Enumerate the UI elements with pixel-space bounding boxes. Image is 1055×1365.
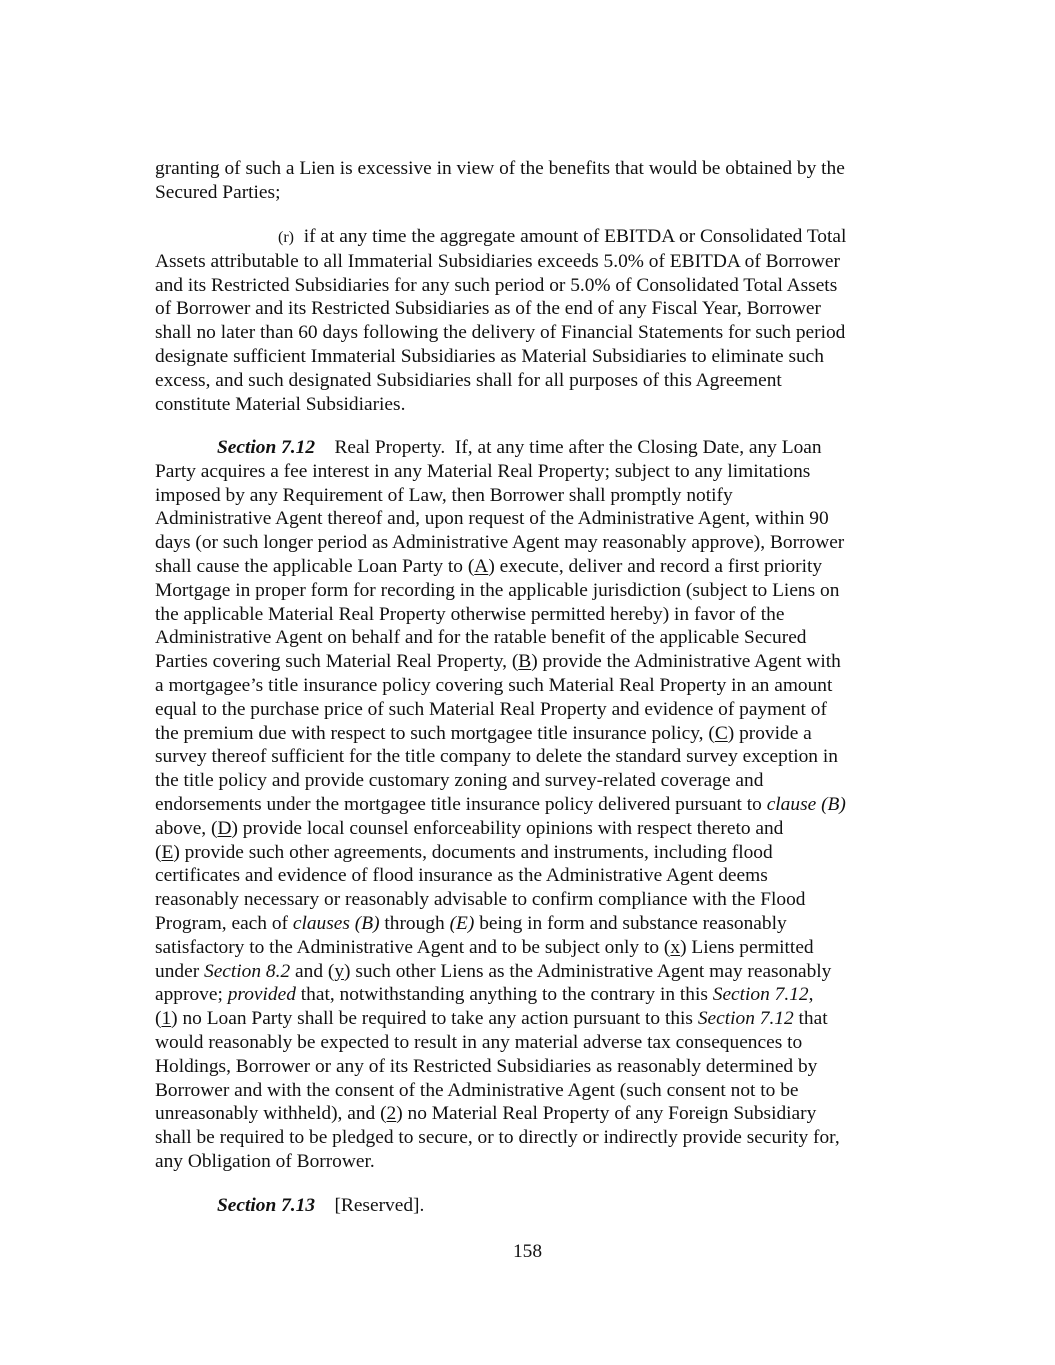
text-line bbox=[155, 1102, 897, 1126]
cross-reference: Section 7.12 bbox=[697, 1008, 794, 1030]
text-line: shall be required to be pledged to secure, or to directly or indirectly provide security for, bbox=[155, 1127, 840, 1149]
text-run: ) provide such other agreements, documents and instruments, including flood bbox=[173, 841, 773, 863]
text-run: ( bbox=[155, 1008, 162, 1030]
text-line: imposed by any Requirement of Law, then Borrower shall promptly notify bbox=[155, 484, 733, 506]
list-marker: 1 bbox=[161, 1008, 172, 1030]
text-line bbox=[155, 983, 897, 1007]
text-line: shall no later than 60 days following the delivery of Financial Statements for such period bbox=[155, 322, 846, 344]
text-line bbox=[155, 793, 897, 817]
text-line bbox=[155, 936, 897, 960]
list-marker: x bbox=[670, 936, 681, 958]
text-run: ) no Loan Party shall be required to take any action pursuant to this bbox=[171, 1008, 698, 1030]
cross-reference: Section 7.12 bbox=[712, 984, 809, 1006]
list-marker: B bbox=[518, 651, 532, 673]
clause-label: (r) bbox=[278, 229, 294, 246]
cross-reference: clause (B) bbox=[766, 793, 846, 815]
text-run: being in form and substance reasonably bbox=[474, 912, 787, 934]
section-7-13 bbox=[155, 1194, 897, 1218]
text-run: ) provide local counsel enforceability opinions with respect thereto and bbox=[231, 817, 784, 839]
text-line: Party acquires a fee interest in any Material Real Property; subject to any limitations bbox=[155, 460, 811, 482]
text-run: Program, each of bbox=[155, 912, 293, 934]
cross-reference: Section 8.2 bbox=[204, 960, 291, 982]
list-marker: y bbox=[334, 960, 345, 982]
list-marker: E bbox=[161, 841, 174, 863]
text-run: above, ( bbox=[155, 817, 218, 839]
text-run: ) Liens permitted bbox=[680, 936, 814, 958]
page-number: 158 bbox=[512, 1241, 543, 1262]
text-line: Borrower and with the consent of the Administrative Agent (such consent not to be bbox=[155, 1079, 799, 1101]
text-line bbox=[155, 436, 897, 460]
text-run: ) provide the Administrative Agent with bbox=[531, 651, 841, 673]
text-line bbox=[155, 960, 897, 984]
text-line: Administrative Agent thereof and, upon request of the Administrative Agent, within 90 bbox=[155, 508, 829, 530]
text-line: and its Restricted Subsidiaries for any such period or 5.0% of Consolidated Total Assets bbox=[155, 274, 838, 296]
text-run: through bbox=[379, 912, 450, 934]
text-line bbox=[155, 225, 897, 250]
text-line: days (or such longer period as Administrative Agent may reasonably approve), Borrower bbox=[155, 532, 845, 554]
text-run: the premium due with respect to such mortgagee title insurance policy, ( bbox=[155, 722, 715, 744]
cross-reference: (E) bbox=[449, 912, 475, 934]
text-line: designate sufficient Immaterial Subsidiaries as Material Subsidiaries to eliminate such bbox=[155, 345, 824, 367]
text-run: ) no Material Real Property of any Foreign Subsidiary bbox=[396, 1103, 817, 1125]
text-run: ) execute, deliver and record a first priority bbox=[488, 555, 823, 577]
text-run: ) provide a bbox=[727, 722, 812, 744]
section-heading: Section 7.13 bbox=[217, 1195, 316, 1216]
text-line: reasonably necessary or reasonably advisable to confirm compliance with the Flood bbox=[155, 889, 806, 911]
text-line: of Borrower and its Restricted Subsidiaries as of the end of any Fiscal Year, Borrower bbox=[155, 298, 821, 320]
text-line bbox=[155, 1194, 897, 1218]
text-line: Secured Parties; bbox=[155, 181, 281, 203]
text-line: any Obligation of Borrower. bbox=[155, 1150, 375, 1172]
emphasis: provided bbox=[227, 984, 296, 1006]
text-line: survey thereof sufficient for the title company to delete the standard survey exception in bbox=[155, 746, 838, 768]
paragraph-clause-r bbox=[155, 225, 897, 416]
text-run: unreasonably withheld), and ( bbox=[155, 1103, 387, 1125]
list-marker: D bbox=[217, 817, 232, 839]
section-title: [Reserved]. bbox=[334, 1195, 425, 1216]
text-run: ) such other Liens as the Administrative Agent may reasonably bbox=[344, 960, 832, 982]
cross-reference: clauses (B) bbox=[292, 912, 380, 934]
text-run: Parties covering such Material Real Property, ( bbox=[155, 651, 519, 673]
list-marker: C bbox=[714, 722, 728, 744]
text-run: under bbox=[155, 960, 204, 982]
text-run: , bbox=[808, 984, 814, 1006]
text-line: Holdings, Borrower or any of its Restricted Subsidiaries as reasonably determined by bbox=[155, 1055, 818, 1077]
text-line bbox=[155, 912, 897, 936]
text-line bbox=[155, 555, 897, 579]
text-line: Assets attributable to all Immaterial Subsidiaries exceeds 5.0% of EBITDA of Borrower bbox=[155, 250, 840, 272]
text-line: the title policy and provide customary zoning and survey-related coverage and bbox=[155, 770, 764, 792]
section-text: If, at any time after the Closing Date, any Loan bbox=[454, 437, 822, 458]
text-line: equal to the purchase price of such Material Real Property and evidence of payment of bbox=[155, 698, 827, 720]
text-run: and ( bbox=[290, 960, 335, 982]
text-run: endorsements under the mortgagee title insurance policy delivered pursuant to bbox=[155, 793, 767, 815]
text-line: Administrative Agent on behalf and for the ratable benefit of the applicable Secured bbox=[155, 627, 807, 649]
text-line: certificates and evidence of flood insurance as the Administrative Agent deems bbox=[155, 865, 768, 887]
text-line bbox=[155, 722, 897, 746]
paragraph-continuation bbox=[155, 157, 897, 205]
list-marker: 2 bbox=[386, 1103, 397, 1125]
text-run: approve; bbox=[155, 984, 228, 1006]
text-run: ( bbox=[155, 841, 162, 863]
section-7-12 bbox=[155, 436, 897, 1174]
text-run: satisfactory to the Administrative Agent and to be subject only to ( bbox=[155, 936, 671, 958]
section-title: Real Property. bbox=[334, 437, 446, 458]
text-run: shall cause the applicable Loan Party to ( bbox=[155, 555, 475, 577]
section-heading: Section 7.12 bbox=[217, 437, 316, 458]
text-line bbox=[155, 1007, 897, 1031]
text-line: a mortgagee’s title insurance policy covering such Material Real Property in an amount bbox=[155, 674, 833, 696]
text-line: would reasonably be expected to result in any material adverse tax consequences to bbox=[155, 1031, 803, 1053]
text-line: constitute Material Subsidiaries. bbox=[155, 393, 406, 415]
text-line: granting of such a Lien is excessive in view of the benefits that would be obtained by the bbox=[155, 158, 845, 179]
text-run: that, notwithstanding anything to the contrary in this bbox=[295, 984, 713, 1006]
list-marker: A bbox=[474, 555, 489, 577]
clause-text: if at any time the aggregate amount of EBITDA or Consolidated Total bbox=[303, 226, 847, 247]
text-line bbox=[155, 841, 897, 865]
text-line: excess, and such designated Subsidiaries shall for all purposes of this Agreement bbox=[155, 369, 782, 391]
text-line bbox=[155, 650, 897, 674]
text-run: that bbox=[793, 1008, 828, 1030]
text-line bbox=[155, 817, 897, 841]
text-line: the applicable Material Real Property otherwise permitted hereby) in favor of the bbox=[155, 603, 785, 625]
text-line: Mortgage in proper form for recording in the applicable jurisdiction (subject to Liens on bbox=[155, 579, 840, 601]
